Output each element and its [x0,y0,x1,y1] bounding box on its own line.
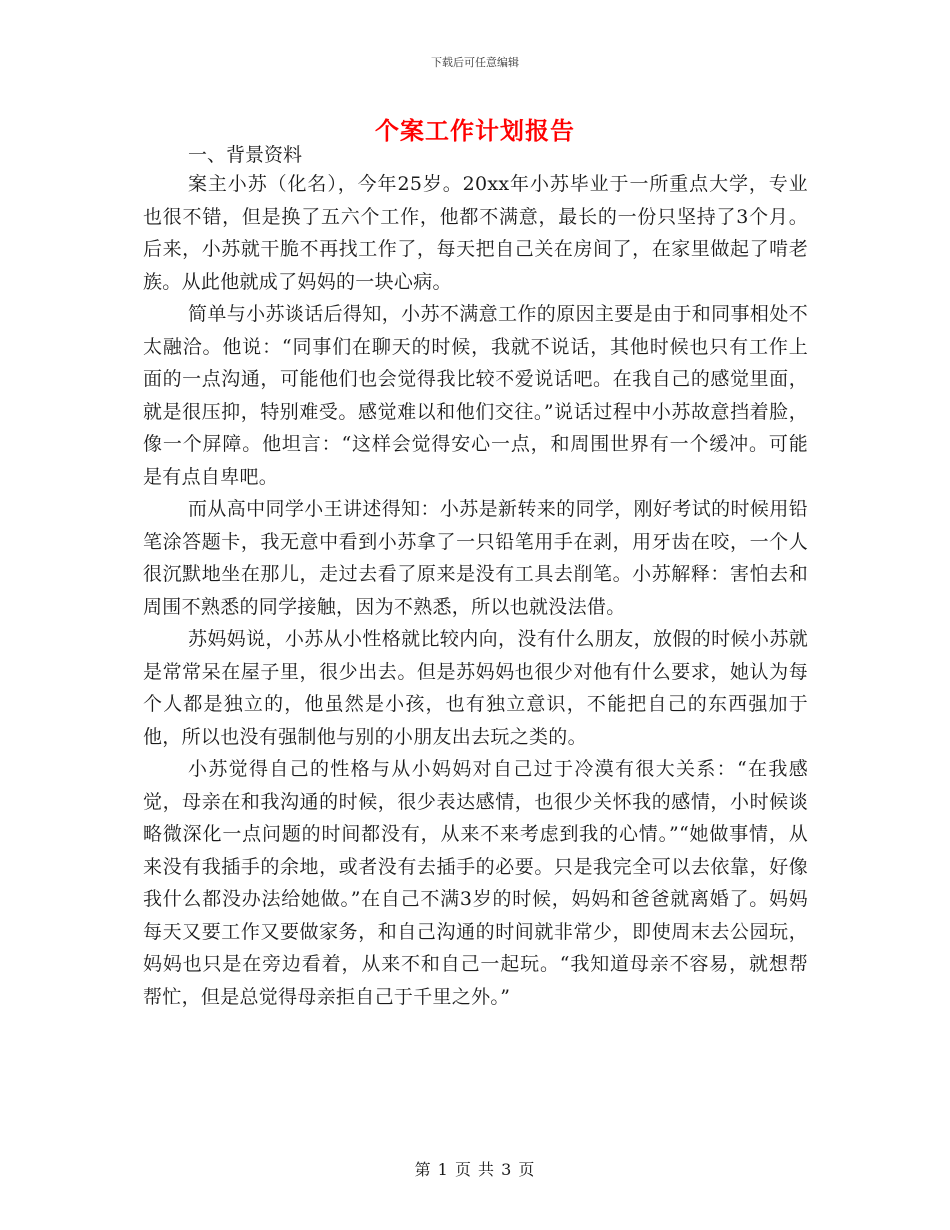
paragraph: 简单与小苏谈话后得知，小苏不满意工作的原因主要是由于和同事相处不太融洽。他说：“同事们在聊天的时候，我就不说话，其他时候也只有工作上面的一点沟通，可能他们也会觉得我比较不爱说话吧。在我自己的感觉里面，就是很压抑，特别难受。感觉难以和他们交往。”说话过程中小苏故意挡着脸，像一个屏障。他坦言：“这样会觉得安心一点，和周围世界有一个缓冲。可能是有点自卑吧。 [143,303,808,488]
page-header-note: 下载后可任意编辑 [431,56,519,69]
section-heading: 一、背景资料 [188,144,303,166]
page-footer: 第 1 页 共 3 页 [414,1160,536,1179]
paragraph: 小苏觉得自己的性格与从小妈妈对自己过于冷漠有很大关系：“在我感觉，母亲在和我沟通的时候，很少表达感情，也很少关怀我的感情，小时候谈略微深化一点问题的时间都没有，从来不来考虑到我的心情。”“她做事情，从来没有我插手的余地，或者没有去插手的必要。只是我完全可以去依靠，好像我什么都没办法给她做。”在自己不满3岁的时候，妈妈和爸爸就离婚了。妈妈每天又要工作又要做家务，和自己沟通的时间就非常少，即使周末去公园玩，妈妈也只是在旁边看着，从来不和自己一起玩。“我知道母亲不容易，就想帮帮忙，但是总觉得母亲拒自己于千里之外。” [143,758,808,1008]
paragraph: 而从高中同学小王讲述得知：小苏是新转来的同学，刚好考试的时候用铅笔涂答题卡，我无意中看到小苏拿了一只铅笔用手在剥，用牙齿在咬，一个人很沉默地坐在那儿，走过去看了原来是没有工具去削笔。小苏解释：害怕去和周围不熟悉的同学接触，因为不熟悉，所以也就没法借。 [143,498,808,618]
document-title: 个案工作计划报告 [375,116,575,145]
paragraph: 案主小苏（化名），今年25岁。20xx年小苏毕业于一所重点大学，专业也很不错，但是换了五六个工作，他都不满意，最长的一份只坚持了3个月。后来，小苏就干脆不再找工作了，每天把自己关在房间了，在家里做起了啃老族。从此他就成了妈妈的一块心病。 [143,173,808,293]
document-body [143,168,808,1013]
paragraph: 苏妈妈说，小苏从小性格就比较内向，没有什么朋友，放假的时候小苏就是常常呆在屋子里，很少出去。但是苏妈妈也很少对他有什么要求，她认为每个人都是独立的，他虽然是小孩，也有独立意识，不能把自己的东西强加于他，所以也没有强制他与别的小朋友出去玩之类的。 [143,628,808,748]
